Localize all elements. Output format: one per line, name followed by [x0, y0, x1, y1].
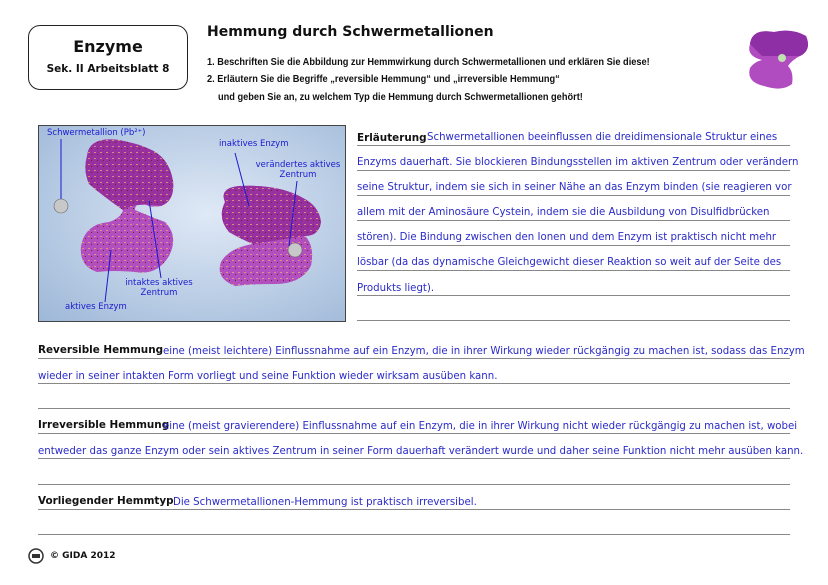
- irreversible-label: Irreversible Hemmung: [38, 419, 170, 431]
- writing-line: [38, 408, 790, 409]
- writing-line: [38, 358, 790, 359]
- bound-ion-icon: [288, 243, 302, 257]
- writing-line: [357, 195, 790, 196]
- writing-line: [38, 458, 790, 459]
- reversible-line: eine (meist leichtere) Einflussnahme auf ein Enzym, die in ihrer Wirkung wieder rückgängig zu machen ist, sodass das Enzym: [163, 346, 805, 357]
- writing-line: [357, 170, 790, 171]
- worksheet-header-box: [28, 25, 188, 90]
- heavy-metal-ion-icon: [54, 199, 68, 213]
- irreversible-line: eine (meist gravierendere) Einflussnahme auf ein Enzym, die in ihrer Wirkung nicht wieder rückgängig zu machen ist, wobei: [163, 421, 798, 432]
- task-2: 2. Erläutern Sie die Begriffe „reversible Hemmung“ und „irreversible Hemmung“: [207, 73, 560, 85]
- writing-line: [38, 509, 790, 510]
- worksheet-title: Hemmung durch Schwermetallionen: [207, 24, 494, 40]
- writing-line: [357, 145, 790, 146]
- explanation-line: seine Struktur, indem sie sich in seiner Nähe an das Enzym binden (sie reagieren vor: [357, 182, 792, 193]
- task-2-cont: und geben Sie an, zu welchem Typ die Hemmung durch Schwermetallionen gehört!: [218, 91, 583, 103]
- writing-line: [357, 320, 790, 321]
- writing-line: [38, 433, 790, 434]
- enzyme-thumbnail-icon: [742, 26, 812, 92]
- copyright: © GIDA 2012: [50, 551, 116, 561]
- enzyme-figure: [38, 125, 346, 322]
- writing-line: [38, 484, 790, 485]
- header-title: Enzyme: [73, 37, 143, 56]
- inhibition-type-answer: Die Schwermetallionen-Hemmung ist praktisch irreversibel.: [173, 497, 477, 508]
- label-changed-site: verändertes aktives Zentrum: [255, 160, 341, 180]
- explanation-line: lösbar (da das dynamische Gleichgewicht dieser Reaktion so weit auf der Seite des: [357, 257, 782, 268]
- irreversible-line: entweder das ganze Enzym oder sein aktives Zentrum in seiner Form dauerhaft verändert wurde und daher seine Funktion nicht mehr ausüben kann.: [38, 446, 804, 457]
- label-inactive-enzyme: inaktives Enzym: [219, 139, 289, 149]
- task-1: 1. Beschriften Sie die Abbildung zur Hemmwirkung durch Schwermetallionen und erklären Sie diese!: [207, 56, 650, 68]
- writing-line: [357, 270, 790, 271]
- label-intact-site: intaktes aktives Zentrum: [125, 278, 193, 298]
- gida-logo-icon: [28, 548, 44, 564]
- reversible-line: wieder in seiner intakten Form vorliegt und seine Funktion wieder wirksam ausüben kann.: [38, 371, 498, 382]
- explanation-line: Enzyms dauerhaft. Sie blockieren Bindungsstellen im aktiven Zentrum oder verändern: [357, 157, 799, 168]
- active-enzyme: [81, 139, 173, 272]
- explanation-line: stören). Die Bindung zwischen den Ionen und dem Enzym ist praktisch nicht mehr: [357, 232, 777, 243]
- reversible-label: Reversible Hemmung: [38, 344, 164, 356]
- writing-line: [38, 383, 790, 384]
- header-subtitle: Sek. II Arbeitsblatt 8: [46, 63, 170, 75]
- label-ion: Schwermetallion (Pb²⁺): [47, 128, 146, 138]
- inactive-enzyme: [220, 186, 321, 286]
- explanation-line: Produkts liegt).: [357, 283, 435, 294]
- explanation-label: Erläuterung: [357, 132, 427, 144]
- explanation-line: Schwermetallionen beeinflussen die dreidimensionale Struktur eines: [427, 132, 778, 143]
- explanation-line: allem mit der Aminosäure Cystein, indem sie die Ausbildung von Disulfidbrücken: [357, 207, 770, 218]
- writing-line: [357, 220, 790, 221]
- writing-line: [38, 534, 790, 535]
- footer: [28, 548, 116, 564]
- label-active-enzyme: aktives Enzym: [65, 302, 127, 312]
- writing-line: [357, 245, 790, 246]
- writing-line: [357, 295, 790, 296]
- inhibition-type-label: Vorliegender Hemmtyp: [38, 495, 174, 507]
